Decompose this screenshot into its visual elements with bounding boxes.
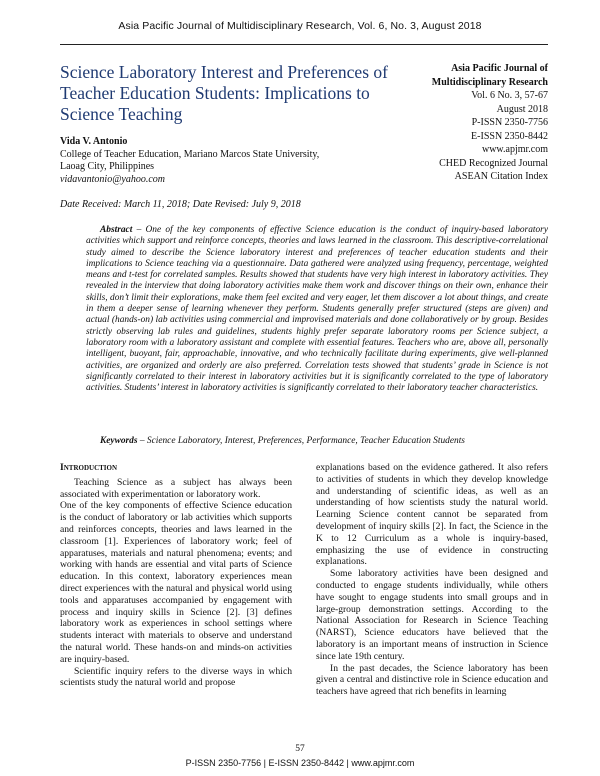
paragraph: In the past decades, the Science laboratory has been given a central and distinctive role in Science education and teachers have agreed that rich benefits in learning — [316, 662, 548, 698]
author-affiliation: College of Teacher Education, Mariano Marcos State University, — [60, 148, 320, 160]
keywords — [86, 436, 548, 446]
body-column-right — [316, 462, 548, 698]
abstract — [86, 225, 548, 394]
paper-title: Science Laboratory Interest and Preferences of Teacher Education Students: Implications to Science Teaching — [60, 62, 388, 124]
keywords-text: – Science Laboratory, Interest, Preferences, Performance, Teacher Education Students — [137, 436, 465, 446]
paragraph: One of the key components of effective Science education is the conduct of laboratory or lab activities which supports and reinforces concepts, theories and laws learned in the classroom [1]. Experiences of laboratory work; feel of apparatuses, materials and natural phenomena; events; and working with hands are essential and vital parts of Science education. In this context, laboratory experiences mean direct experiences with the natural and physical world using tools and apparatuses accompanied by engagement with process and inquiry skills in Science [2]. [3] defines laboratory work as experiences in school settings where students interact with materials to observe and understand the natural world. These hands-on and minds-on activities are inquiry-based. — [60, 500, 292, 665]
paragraph: explanations based on the evidence gathered. It also refers to activities of students in which they develop knowledge and understanding of scientific ideas, as well as an understanding of how scientists study the natural world. Learning Science content cannot be separated from development of inquiry skills [2]. In fact, the Science in the K to 12 Curriculum as a whole is inquiry-based, emphasizing the use of evidence in constructing explanations. — [316, 462, 548, 568]
author-name: Vida V. Antonio — [60, 136, 128, 147]
paragraph: Teaching Science as a subject has always been associated with experimentation or laboratory work. — [60, 476, 292, 500]
journal-date: August 2018 — [496, 103, 548, 115]
journal-volume: Vol. 6 No. 3, 57-67 — [471, 90, 548, 101]
abstract-label: Abstract — [100, 225, 133, 235]
journal-asean: ASEAN Citation Index — [454, 171, 548, 182]
journal-pissn: P-ISSN 2350-7756 — [471, 117, 548, 128]
section-heading-introduction: Introduction — [60, 462, 118, 473]
author-email: vidavantonio@yahoo.com — [60, 173, 166, 185]
journal-info — [396, 62, 548, 184]
journal-eissn: E-ISSN 2350-8442 — [471, 130, 548, 142]
page-footer: P-ISSN 2350-7756 | E-ISSN 2350-8442 | www.apjmr.com — [185, 758, 415, 768]
journal-ched: CHED Recognized Journal — [439, 157, 548, 169]
paragraph: Some laboratory activities have been designed and conducted to engage students individually, while others have sought to engage students into small groups and in large-group demonstration settings. According to the National Association for Research in Science Teaching (NARST), Science educators have believed that the laboratory is an important means of instruction in Science since late 19th century. — [316, 568, 548, 662]
running-head: Asia Pacific Journal of Multidisciplinary Research, Vol. 6, No. 3, August 2018 — [118, 20, 482, 32]
header-divider — [60, 44, 548, 45]
journal-website: www.apjmr.com — [481, 144, 548, 155]
page-number: 57 — [295, 744, 305, 754]
author-block — [60, 136, 400, 186]
submission-dates: Date Received: March 11, 2018; Date Revised: July 9, 2018 — [60, 199, 301, 210]
journal-name: Asia Pacific Journal of Multidisciplinary Research — [431, 63, 548, 88]
keywords-label: Keywords — [100, 436, 138, 446]
body-column-left — [60, 462, 292, 689]
author-location: Laoag City, Philippines — [60, 161, 155, 172]
paragraph: Scientific inquiry refers to the diverse ways in which scientists study the natural world and propose — [60, 665, 292, 689]
abstract-text: – One of the key components of effective Science education is the conduct of inquiry-based laboratory activities which support and reinforce concepts, theories and laws learned in the classroom. This descriptive-correlational study aimed to describe the Science laboratory interest and preferences of teacher education students and their implications to Science teaching via a questionnaire. Data gathered were analyzed using frequency, percentage, weighted means and t-test for correlated samples. Results showed that students have very high interest in laboratory activities. They revealed in the interview that doing laboratory activities make them work and discover things on their own, enhance their skills, don’t limit their explorations, make them feel excited and very eager, let them discover a lot about things, and create in them a deeper sense of learning whenever they perform. Students generally prefer structured (steps are given) and actual (hands-on) lab activities using commercial and improvised materials and done collaboratively or by group. Besides strictly observing lab rules and guidelines, students highly prefer separate laboratory rooms per Science subject, a laboratory room with a laboratory assistant and complete with essential features. Teachers who are, above all, personally intelligent, buoyant, fair, approachable, innovative, and who technically facilitate during experiments, give well-planned activities, are organized and orderly are also preferred. Correlation tests showed that students’ grade in Science is not significantly correlated to their interest in laboratory activities but it is significantly correlated to the type of laboratory activities. Students’ interest in laboratory activities is significantly correlated to their laboratory teacher characteristics. — [86, 225, 548, 394]
